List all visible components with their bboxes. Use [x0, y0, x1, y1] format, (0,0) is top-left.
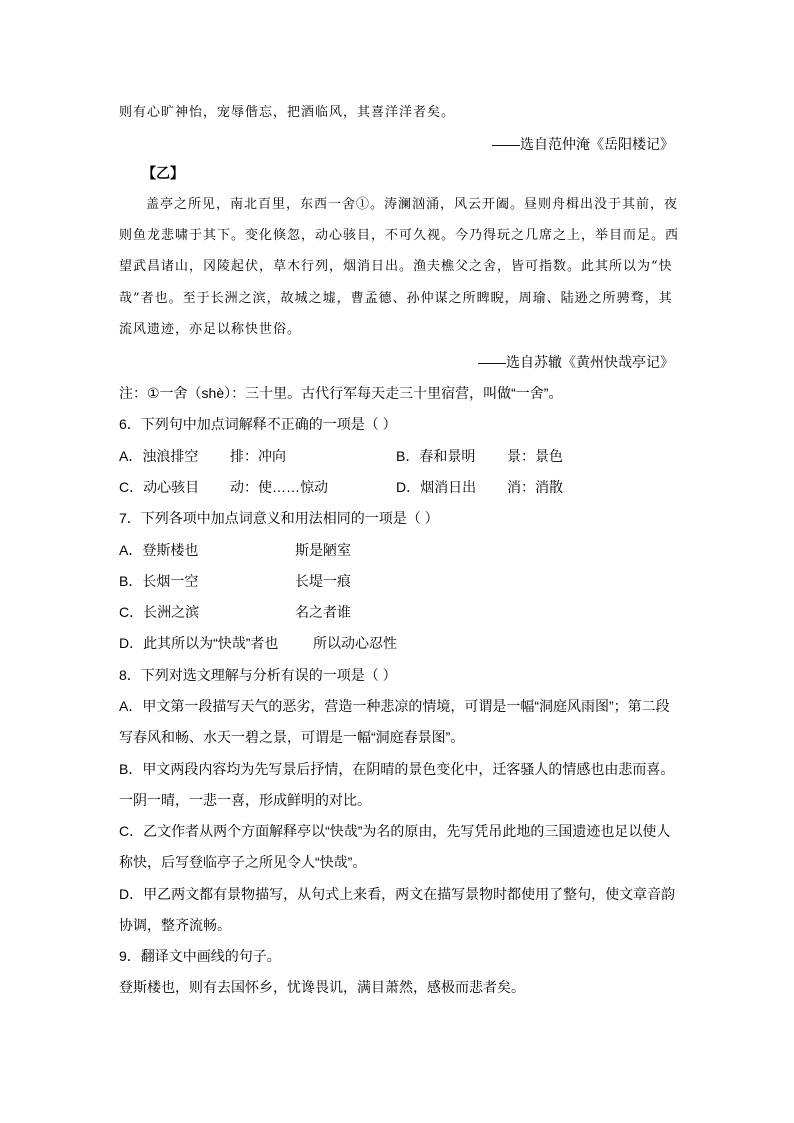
q7-option-c-compare: 名之者谁 — [295, 604, 351, 620]
question-9-stem: 9．翻译文中画线的句子。 — [119, 948, 281, 964]
passage-b-line: 则鱼龙悲啸于其下。变化倏忽，动心骇目，不可久视。今乃得玩之几席之上，举目而足。西 — [119, 228, 680, 243]
q6-option-a-note: 排：冲向 — [230, 448, 286, 464]
q9-sentence: 登斯楼也，则有去国怀乡，忧谗畏讥，满目萧然，感极而悲者矣。 — [119, 979, 525, 995]
passage-a-tail: 则有心旷神怡，宠辱偕忘，把酒临风，其喜洋洋者矣。 — [119, 105, 456, 120]
q7-option-a-compare: 斯是陋室 — [295, 542, 351, 558]
q7-option-b: B．长烟一空 — [119, 573, 199, 589]
q7-option-b-compare: 长堤一痕 — [295, 573, 351, 589]
footnote: 注：①一舍（shè）：三十里。古代行军每天走三十里宿营，叫做“一舍”。 — [119, 385, 563, 401]
question-7-stem: 7．下列各项中加点词意义和用法相同的一项是（ ） — [119, 510, 439, 526]
q8-line: D．甲乙两文都有景物描写，从句式上来看，两文在描写景物时都使用了整句，使文章音韵 — [119, 886, 676, 902]
q6-option-d-note: 消：消散 — [507, 479, 563, 495]
q6-option-a: A．浊浪排空 — [119, 448, 199, 464]
q7-option-d-compare: 所以动心忍性 — [313, 635, 397, 651]
q7-option-d: D．此其所以为“快哉”者也 — [119, 635, 279, 651]
question-6-stem: 6．下列句中加点词解释不正确的一项是（ ） — [119, 416, 397, 432]
q8-line: A．甲文第一段描写天气的恶劣，营造一种悲凉的情境，可谓是一幅“洞庭风雨图”；第二段 — [119, 698, 670, 714]
passage-b-line: 盖亭之所见，南北百里，东西一舍①。涛澜汹涌，风云开阖。昼则舟楫出没于其前，夜 — [146, 197, 679, 212]
q6-option-c: C．动心骇目 — [119, 479, 200, 495]
q6-option-b-note: 景：景色 — [507, 448, 563, 464]
q7-option-c: C．长洲之滨 — [119, 604, 200, 620]
q8-line: 一阴一晴，一悲一喜，形成鲜明的对比。 — [119, 792, 371, 808]
q8-line: 协调，整齐流畅。 — [119, 917, 231, 933]
source-b: ——选自苏辙《黄州快哉亭记》 — [478, 354, 674, 370]
q7-option-a: A．登斯楼也 — [119, 542, 199, 558]
q8-line: B．甲文两段内容均为先写景后抒情，在阴晴的景色变化中，迁客骚人的情感也由悲而喜。 — [119, 761, 675, 777]
question-8-stem: 8．下列对选文理解与分析有误的一项是（ ） — [119, 667, 397, 683]
q6-option-c-note: 动：使……惊动 — [230, 479, 328, 495]
q8-line: 写春风和畅、水天一碧之景，可谓是一幅“洞庭春景图”。 — [119, 729, 465, 745]
source-a: ——选自范仲淹《岳阳楼记》 — [492, 136, 674, 152]
passage-b-line: 哉”者也。至于长洲之滨，故城之墟，曹孟德、孙仲谋之所睥睨，周瑜、陆逊之所骋骛，其 — [119, 291, 673, 306]
q8-line: C．乙文作者从两个方面解释亭以“快哉”为名的原由，先写凭吊此地的三国遗迹也足以使人 — [119, 823, 671, 839]
q6-option-b: B．春和景明 — [396, 448, 476, 464]
passage-b-line: 流风遗迹，亦足以称快世俗。 — [119, 322, 302, 337]
q8-line: 称快，后写登临亭子之所见令人“快哉”。 — [119, 854, 367, 870]
q6-option-d: D．烟消日出 — [396, 479, 477, 495]
passage-b-line: 望武昌诸山，冈陵起伏，草木行列，烟消日出。渔夫樵父之舍，皆可指数。此其所以为“快 — [119, 259, 673, 274]
passage-b-label: 【乙】 — [142, 165, 184, 181]
